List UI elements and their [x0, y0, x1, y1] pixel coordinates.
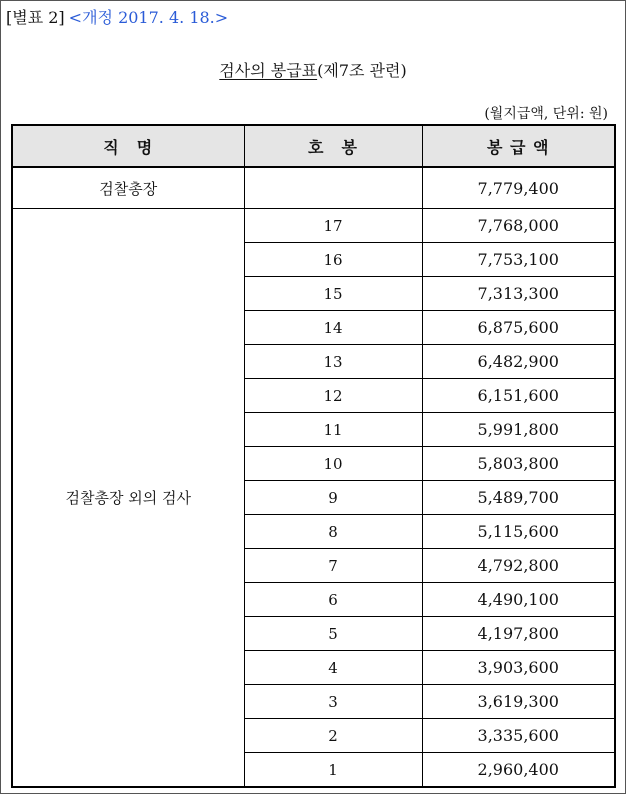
table-row	[12, 167, 615, 209]
amount-cell: 7,779,400	[422, 167, 615, 209]
title-reference: (제7조 관련)	[317, 61, 407, 80]
step-cell: 9	[244, 481, 422, 515]
table-body	[12, 167, 615, 787]
amount-cell: 5,803,800	[422, 447, 615, 481]
step-cell: 10	[244, 447, 422, 481]
position-cell: 검찰총장	[12, 167, 244, 209]
step-cell: 11	[244, 413, 422, 447]
step-cell: 5	[244, 617, 422, 651]
column-header-step: 호 봉	[244, 125, 422, 167]
amount-cell: 4,490,100	[422, 583, 615, 617]
step-cell: 12	[244, 379, 422, 413]
position-cell: 검찰총장 외의 검사	[12, 209, 244, 788]
document-title	[0, 58, 626, 81]
title-main: 검사의 봉급표	[219, 61, 318, 80]
salary-table	[11, 124, 616, 788]
amount-cell: 6,482,900	[422, 345, 615, 379]
amount-cell: 7,313,300	[422, 277, 615, 311]
annex-header	[6, 5, 228, 28]
amount-cell: 6,151,600	[422, 379, 615, 413]
step-cell: 2	[244, 719, 422, 753]
amount-cell: 5,489,700	[422, 481, 615, 515]
step-cell: 8	[244, 515, 422, 549]
step-cell: 1	[244, 753, 422, 788]
revision-note: <개정 2017. 4. 18.>	[68, 8, 229, 27]
unit-note: (월지급액, 단위: 원)	[484, 106, 608, 122]
amount-cell: 6,875,600	[422, 311, 615, 345]
step-cell: 7	[244, 549, 422, 583]
step-cell: 17	[244, 209, 422, 243]
step-cell: 14	[244, 311, 422, 345]
column-header-position: 직 명	[12, 125, 244, 167]
step-cell: 6	[244, 583, 422, 617]
step-cell: 3	[244, 685, 422, 719]
column-header-amount: 봉 급 액	[422, 125, 615, 167]
amount-cell: 7,753,100	[422, 243, 615, 277]
step-cell: 16	[244, 243, 422, 277]
amount-cell: 7,768,000	[422, 209, 615, 243]
step-cell: 4	[244, 651, 422, 685]
amount-cell: 4,197,800	[422, 617, 615, 651]
amount-cell: 4,792,800	[422, 549, 615, 583]
annex-label: [별표 2]	[6, 8, 65, 27]
table-row	[12, 209, 615, 243]
table-header-row	[12, 125, 615, 167]
step-cell: 15	[244, 277, 422, 311]
amount-cell: 3,903,600	[422, 651, 615, 685]
amount-cell: 5,115,600	[422, 515, 615, 549]
amount-cell: 5,991,800	[422, 413, 615, 447]
amount-cell: 3,619,300	[422, 685, 615, 719]
step-cell	[244, 167, 422, 209]
amount-cell: 2,960,400	[422, 753, 615, 788]
step-cell: 13	[244, 345, 422, 379]
amount-cell: 3,335,600	[422, 719, 615, 753]
